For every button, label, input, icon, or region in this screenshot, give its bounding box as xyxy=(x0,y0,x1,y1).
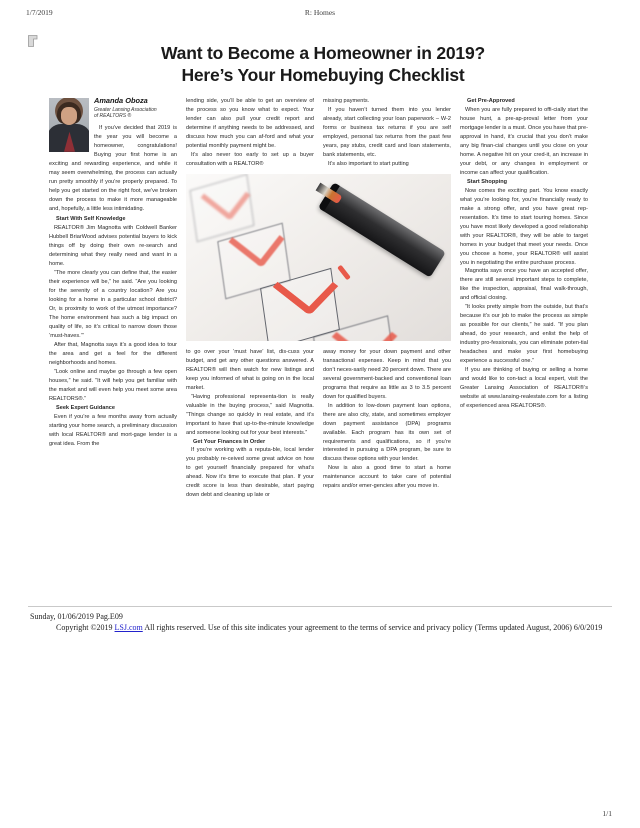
article-paragraph: Now comes the exciting part. You know exactly what you’re looking for, you’re financially ready to make a strong offer, and you have great rep-resentation. It’s time to start touring homes. Since you have most likely developed a good relationship with your REALTOR®, they will be able to target homes in your budget that meet your needs. Once you choose a home, your REALTOR® will assist you in negotiating the entire purchase process. xyxy=(460,187,588,266)
article-column-2 xyxy=(186,97,314,501)
article-paragraph: “The more clearly you can define that, the easier their experience will be,” he said. “Are you looking for the serenity of a country location? Are you looking for a home in a particular school district? Or, is proximity to work of the utmost importance? The home environment has such a big impact on quality of life, so it’s critical to narrow down those ‘must-haves.’” xyxy=(49,269,177,339)
article-paragraph: If you’re working with a reputa-ble, local lender you probably re-ceived some great advice on how to get yourself financially prepared for what’s ahead. Now it’s time to execute that plan. If your credit score is less than desirable, start paying down debt and cleaning up late or xyxy=(186,447,314,499)
print-header-title: R: Homes xyxy=(304,8,336,17)
copyright-suffix: All rights reserved. Use of this site indicates your agreement to the terms of service and privacy policy (Terms updated August, 2006) 6/0/2019 xyxy=(142,623,603,632)
headline-line-2: Here’s Your Homebuying Checklist xyxy=(181,65,465,86)
article-subheading: Get Pre-Approved xyxy=(467,97,515,104)
article-subheading: Start Shopping xyxy=(467,178,508,185)
author-name: Amanda Oboza xyxy=(94,96,148,105)
footer-date-line: Sunday, 01/06/2019 Pag.E09 xyxy=(30,612,123,621)
article-column-1 xyxy=(49,97,177,449)
article-column-3 xyxy=(323,97,451,492)
article-paragraph: Even if you’re a few months away from actually starting your home search, a preliminary discussion with local REALTOR® and mort-gage lender is a great idea. From the xyxy=(49,413,177,447)
print-header xyxy=(26,8,614,20)
print-header-date: 1/7/2019 xyxy=(26,8,53,17)
author-org-line-2: of REALTORS ® xyxy=(94,113,132,120)
article-paragraph: When you are fully prepared to offi-cially start the house hunt, a pre-ap-proval letter from your mortgage lender is a must. Once you have that pre-approval in hand, it’s crucial that you don’t make any big finan-cial changes until you close on your home. A negative hit on your cred-it, an increase in your debt, or any changes in employment or income can affect your qualification. xyxy=(460,106,588,176)
footer-copyright xyxy=(56,623,602,632)
byline xyxy=(49,97,177,214)
footer xyxy=(30,612,602,632)
article-paragraph: It’s also important to start putting xyxy=(328,160,409,167)
article-paragraph: It’s also never too early to set up a buyer consultation with a REALTOR® xyxy=(186,151,314,167)
page-title xyxy=(49,42,597,87)
page-number: 1/1 xyxy=(602,809,612,818)
article-paragraph: away money for your down payment and other transactional expenses. Keep in mind that you don’t neces-sarily need 20 percent down. There are several government-backed and conventional loan programs that require as little as 3 to 3.5 percent down for qualified buyers. xyxy=(323,348,451,400)
footer-divider xyxy=(28,606,612,607)
article-paragraph: Now is also a good time to start a home maintenance account to take care of potential repairs and/or emer-gencies after you move in. xyxy=(323,465,451,490)
lsj-com-link[interactable]: LSJ.com xyxy=(114,623,143,632)
article-paragraph: If you haven’t turned them into you lender already, start collecting your loan paperwork – W-2 forms or business tax returns if you are self employed, personal tax returns from the past few years, pay stubs, credit card and loan statements, bank statements, etc. xyxy=(323,106,451,158)
article-paragraph: If you’ve decided that 2019 is the year you will become a homeowner, congratulations! Buying your first home is an exciting and rewarding experience, and while it may seem overwhelming, the process can actually run pretty smoothly if you’re properly prepared. To help you get started on the right foot, we’ve broken down the process to make it more manageable and, hopefully, a little less intimidating. xyxy=(49,125,177,213)
article-paragraph: If you are thinking of buying or selling a home and would like to con-tact a local expert, visit the Greater Lansing Association of REALTOR®’s website at www.lansing-realestate.com for a listing of experienced area REALTORS®. xyxy=(460,367,588,410)
author-org-line-1: Greater Lansing Association xyxy=(94,106,157,113)
article xyxy=(49,42,597,500)
article-paragraph: “Having professional representa-tion is really valuable in the buying process,” said Magnotta. “Things change so quickly in real estate, and it’s important to have that up-to-the-minute knowledge and someone looking out for your best interests.” xyxy=(186,393,314,436)
article-paragraph: “It looks pretty simple from the outside, but that’s because it’s our job to make the process as simple as possible for our clients,” he said. “If you plan ahead, do your research, and enlist the help of industry pro-fessionals, you can eliminate poten-tial headaches and make your first homebuying experience a successful one.” xyxy=(460,304,588,365)
article-paragraph: to go over your ‘must have’ list, dis-cuss your budget, and get any other questions answered. A REALTOR® will then watch for new listings and keep you informed of what is going on in the local market. xyxy=(186,348,314,391)
copyright-prefix: Copyright ©2019 xyxy=(56,623,115,632)
headline-line-1: Want to Become a Homeowner in 2019? xyxy=(161,43,485,63)
article-paragraph: missing payments. xyxy=(323,97,370,104)
article-subheading: Start With Self Knowledge xyxy=(56,216,126,222)
article-paragraph: In addition to low-down payment loan options, there are also city, state, and sometimes employer down payment assistance (DPA) programs available. Each program has its own set of requirements and qualifications, so if you’re interested in pursuing a DPA program, be sure to discuss these options with your lender. xyxy=(323,402,451,463)
broken-image-icon xyxy=(28,34,38,46)
article-paragraph: REALTOR® Jim Magnotta with Coldwell Banker Hubbell BriarWood advises potential buyers to kick things off by doing their own re-search and determining what they really need and want in a home. xyxy=(49,224,177,267)
article-subheading: Seek Expert Guidance xyxy=(56,404,115,411)
article-subheading: Get Your Finances in Order xyxy=(193,438,266,445)
article-columns xyxy=(49,97,597,501)
author-portrait-photo xyxy=(49,98,89,152)
article-paragraph: “Look online and maybe go through a few open houses,” he said. “It will help you get familiar with the market and will even help you meet some area REALTORS®.” xyxy=(49,368,177,402)
article-paragraph: lending side, you’ll be able to get an overview of the process so you know what to expect. Your lender can also pull your credit report and determine if anything needs to be addressed, and discuss how much you can af-ford and what your potential monthly payment might be. xyxy=(186,97,314,149)
article-column-4 xyxy=(460,97,588,411)
article-paragraph: After that, Magnotta says it’s a good idea to tour the area and get a feel for the different neighborhoods and homes. xyxy=(49,341,177,366)
article-paragraph: Magnotta says once you have an accepted offer, there are still several important steps to complete, like the inspection, appraisal, final walk-through, and official closing. xyxy=(460,268,588,302)
